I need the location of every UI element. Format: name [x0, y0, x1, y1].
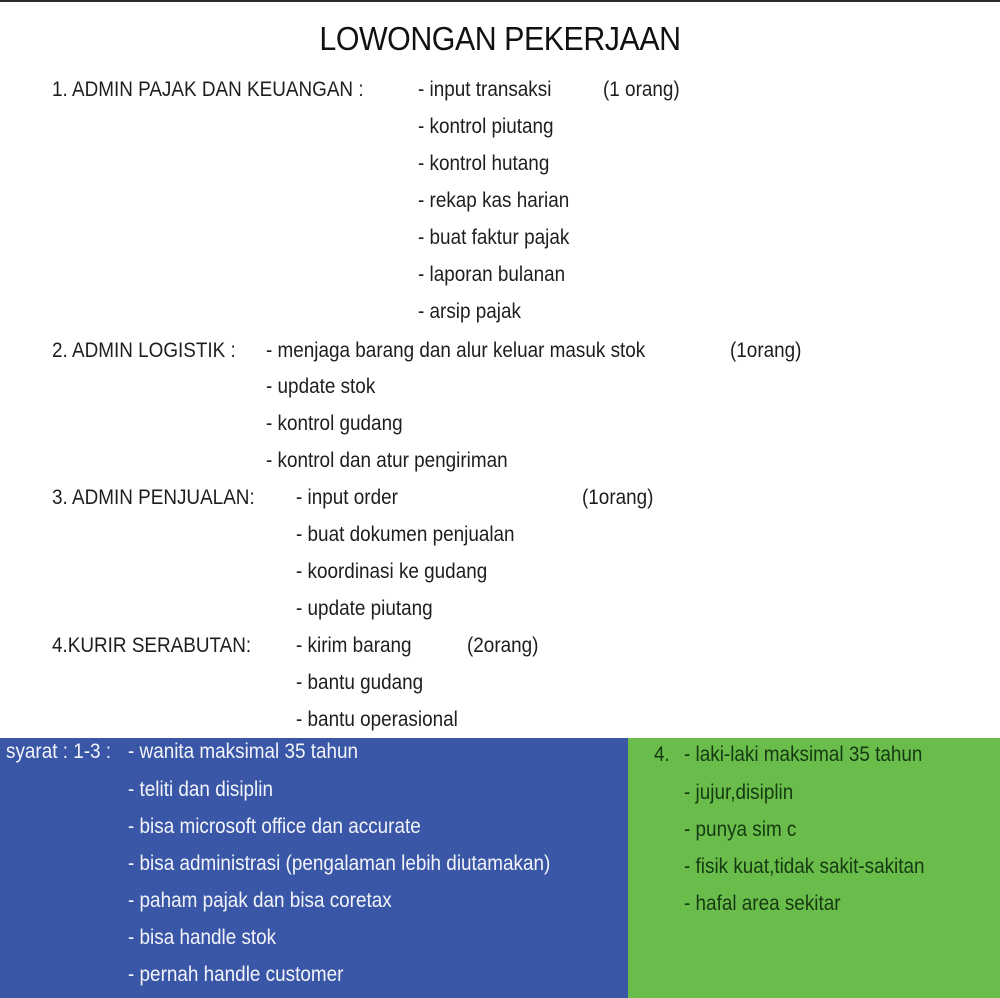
task-item: - kontrol hutang	[418, 152, 550, 175]
requirement-item: - bisa administrasi (pengalaman lebih diutamakan)	[128, 852, 551, 875]
task-item: - arsip pajak	[418, 300, 521, 323]
requirements-label: syarat : 1-3 :	[6, 740, 112, 763]
task-item: - input transaksi	[418, 78, 552, 101]
position-quota: (1orang)	[730, 339, 802, 362]
requirement-item: - teliti dan disiplin	[128, 778, 273, 801]
task-item: - input order	[296, 486, 398, 509]
position-heading: 4.KURIR SERABUTAN:	[52, 634, 252, 657]
requirements-label: 4.	[654, 743, 670, 766]
requirements-courier-panel	[628, 738, 1000, 998]
requirement-item: - laki-laki maksimal 35 tahun	[684, 743, 923, 766]
position-heading: 1. ADMIN PAJAK DAN KEUANGAN :	[52, 78, 364, 101]
position-heading: 3. ADMIN PENJUALAN:	[52, 486, 255, 509]
position-quota: (1 orang)	[603, 78, 680, 101]
task-item: - update stok	[266, 375, 376, 398]
task-item: - koordinasi ke gudang	[296, 560, 488, 583]
position-quota: (1orang)	[582, 486, 654, 509]
task-item: - kontrol dan atur pengiriman	[266, 449, 508, 472]
task-item: - buat dokumen penjualan	[296, 523, 515, 546]
task-item: - update piutang	[296, 597, 433, 620]
task-item: - bantu gudang	[296, 671, 424, 694]
requirements-admin-panel	[0, 738, 628, 998]
requirement-item: - hafal area sekitar	[684, 892, 841, 915]
task-item: - kirim barang	[296, 634, 412, 657]
task-item: - menjaga barang dan alur keluar masuk stok	[266, 339, 646, 362]
requirement-item: - punya sim c	[684, 818, 797, 841]
task-item: - buat faktur pajak	[418, 226, 570, 249]
task-item: - kontrol gudang	[266, 412, 403, 435]
requirement-item: - bisa handle stok	[128, 926, 277, 949]
top-border	[0, 0, 1000, 2]
task-item: - rekap kas harian	[418, 189, 570, 212]
position-heading: 2. ADMIN LOGISTIK :	[52, 339, 236, 362]
task-item: - kontrol piutang	[418, 115, 554, 138]
task-item: - laporan bulanan	[418, 263, 566, 286]
task-item: - bantu operasional	[296, 708, 458, 731]
requirement-item: - fisik kuat,tidak sakit-sakitan	[684, 855, 925, 878]
requirement-item: - paham pajak dan bisa coretax	[128, 889, 392, 912]
requirement-item: - wanita maksimal 35 tahun	[128, 740, 359, 763]
requirement-item: - jujur,disiplin	[684, 781, 794, 804]
requirement-item: - bisa microsoft office dan accurate	[128, 815, 421, 838]
position-quota: (2orang)	[467, 634, 539, 657]
requirement-item: - pernah handle customer	[128, 963, 344, 986]
page-title: LOWONGAN PEKERJAAN	[319, 20, 681, 57]
